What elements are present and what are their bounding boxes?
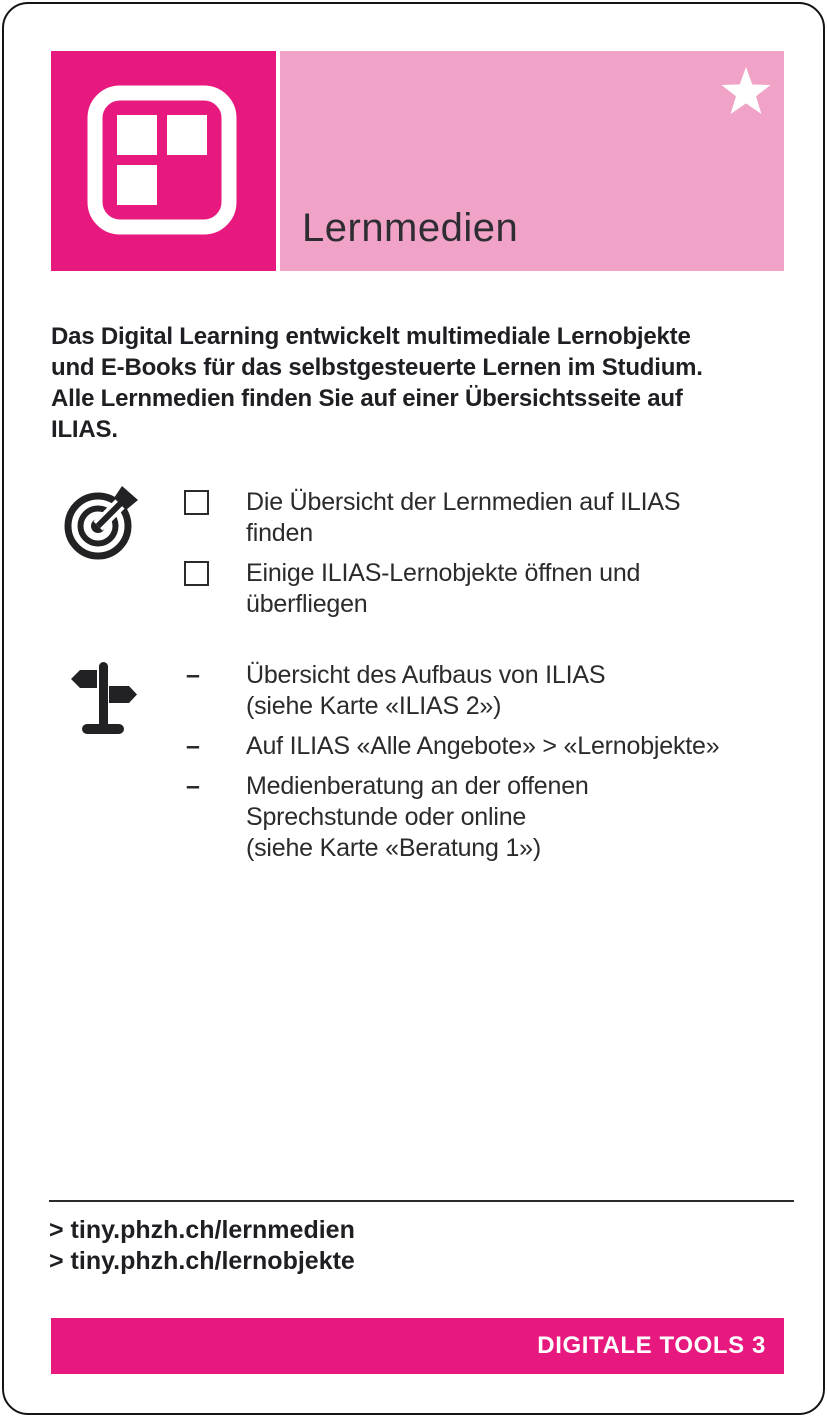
window-tiles-icon <box>87 85 237 235</box>
checklist-item-text: Die Übersicht der Lernmedien auf ILIAS finden <box>246 488 681 547</box>
intro-line: Das Digital Learning entwickelt multimediale Lernobjekte <box>51 323 691 350</box>
intro-line: ILIAS. <box>51 416 118 443</box>
target-icon <box>60 482 140 562</box>
direction-item <box>186 731 719 762</box>
learning-card <box>2 2 825 1415</box>
intro-line: Alle Lernmedien finden Sie auf einer Übersichtsseite auf <box>51 385 683 412</box>
links-block <box>49 1215 355 1277</box>
star-icon <box>721 67 771 115</box>
direction-item-text: Übersicht des Aufbaus von ILIAS (siehe Karte «ILIAS 2») <box>246 661 606 720</box>
direction-item <box>186 771 719 864</box>
checkbox[interactable] <box>184 561 209 586</box>
direction-item <box>186 660 719 722</box>
page-title: Lernmedien <box>302 206 519 250</box>
checklist-item <box>184 558 680 620</box>
dash-bullet: – <box>186 732 200 760</box>
footer-bar <box>51 1318 784 1374</box>
checklist-item-text: Einige ILIAS-Lernobjekte öffnen und überfliegen <box>246 559 641 618</box>
link-lernobjekte[interactable]: > tiny.phzh.ch/lernobjekte <box>49 1247 355 1275</box>
footer-label: DIGITALE TOOLS 3 <box>537 1332 766 1359</box>
directions-list <box>186 660 719 864</box>
dash-bullet: – <box>186 661 200 689</box>
signpost-icon <box>68 658 138 738</box>
card-header <box>51 51 784 271</box>
header-title-panel <box>280 51 784 271</box>
goals-checklist <box>184 487 680 620</box>
checklist-item <box>184 487 680 549</box>
intro-paragraph <box>51 321 703 445</box>
direction-item-text: Medienberatung an der offenen Sprechstunde oder online (siehe Karte «Beratung 1») <box>246 772 589 862</box>
divider <box>49 1200 794 1202</box>
intro-line: und E-Books für das selbstgesteuerte Lernen im Studium. <box>51 354 703 381</box>
header-icon-tile <box>51 51 276 271</box>
checkbox[interactable] <box>184 490 209 515</box>
dash-bullet: – <box>186 772 200 800</box>
direction-item-text: Auf ILIAS «Alle Angebote» > «Lernobjekte» <box>246 732 720 760</box>
link-lernmedien[interactable]: > tiny.phzh.ch/lernmedien <box>49 1216 355 1244</box>
